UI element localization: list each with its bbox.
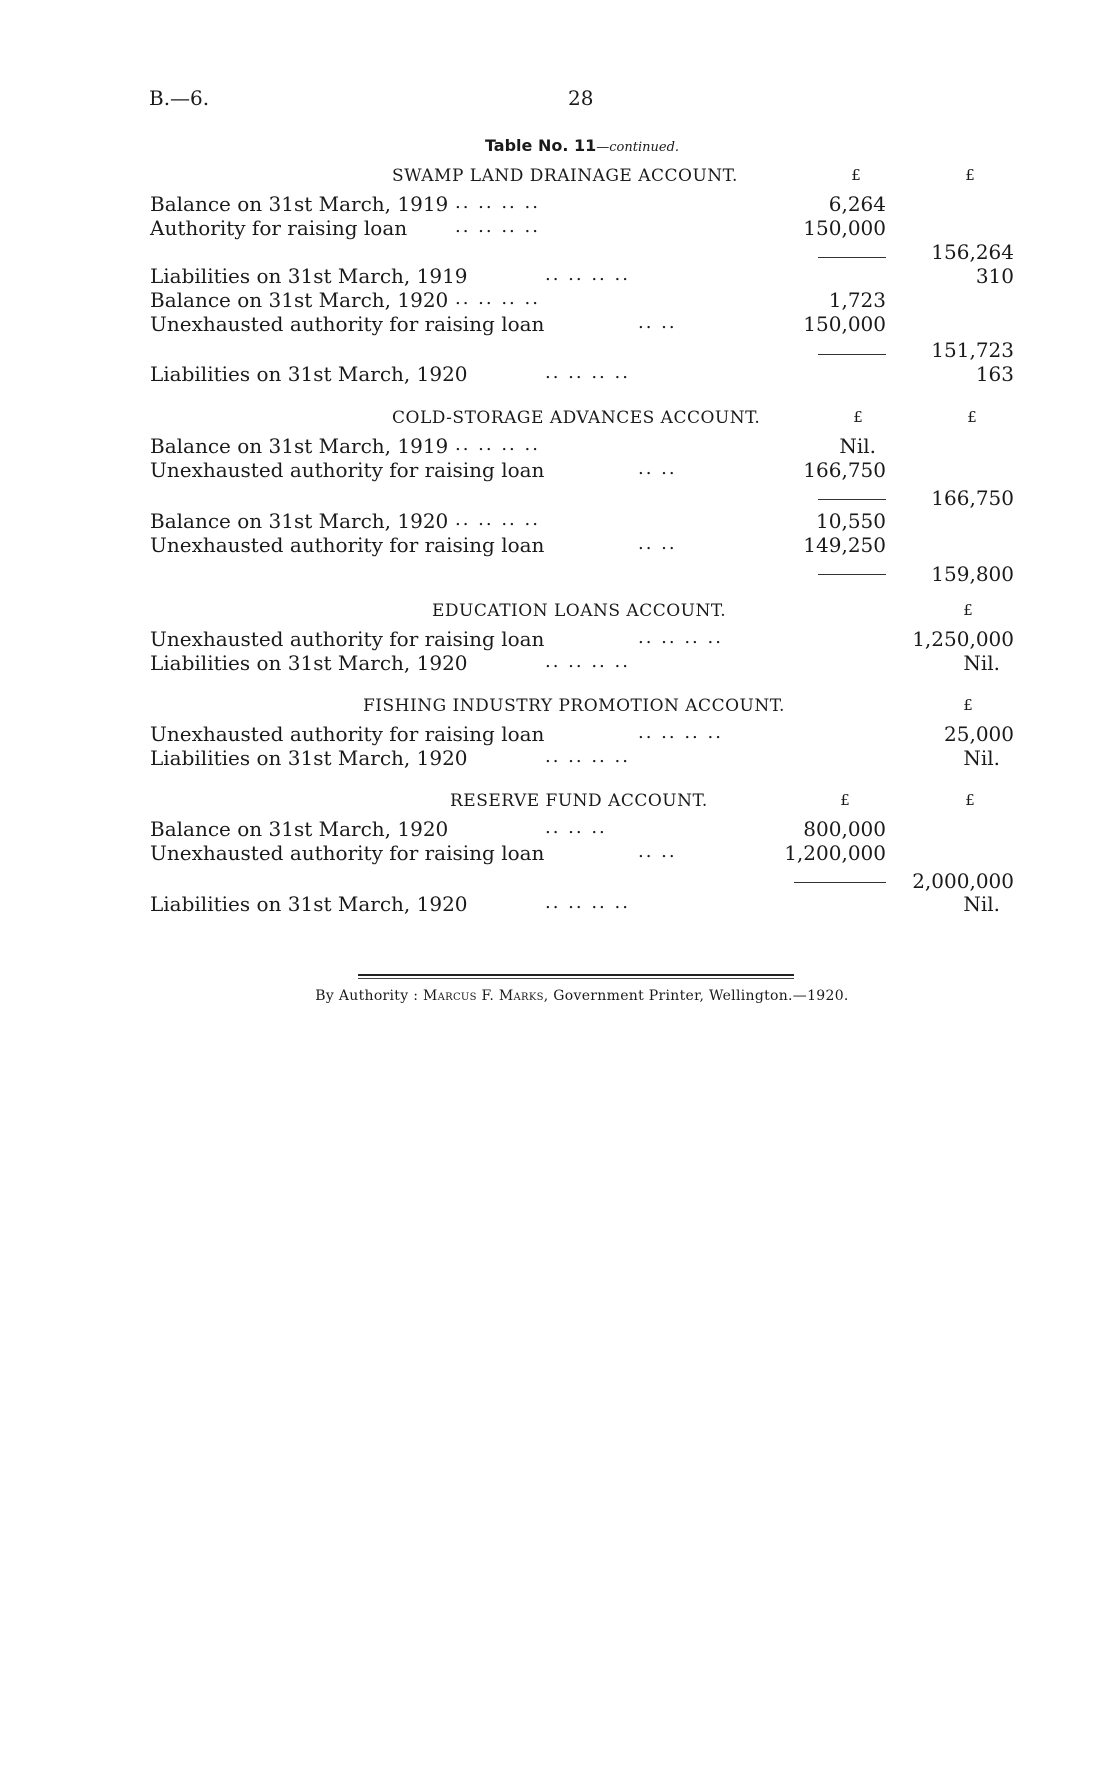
document-reference: B.—6. bbox=[149, 86, 210, 110]
imprint-printer-name: Marcus F. Marks bbox=[422, 988, 544, 1004]
leader-dots: .. .. .. .. bbox=[545, 651, 630, 672]
leader-dots: .. .. .. .. bbox=[545, 362, 630, 383]
table-row bbox=[0, 458, 1114, 483]
row-label: Balance on 31st March, 1920 bbox=[150, 817, 449, 841]
total-cell: 166,750 bbox=[931, 486, 1014, 510]
imprint-prefix: By Authority : bbox=[315, 988, 419, 1004]
amount-cell: 10,550 bbox=[816, 509, 886, 533]
table-row bbox=[0, 288, 1114, 313]
page-number: 28 bbox=[568, 86, 594, 110]
total-cell: Nil. bbox=[963, 892, 1000, 916]
row-label: Authority for raising loan bbox=[150, 216, 408, 240]
table-row bbox=[0, 312, 1114, 337]
table-row bbox=[0, 746, 1114, 771]
row-label: Unexhausted authority for raising loan bbox=[150, 841, 545, 865]
amount-cell: 1,200,000 bbox=[784, 841, 886, 865]
row-label: Liabilities on 31st March, 1920 bbox=[150, 651, 468, 675]
row-label: Unexhausted authority for raising loan bbox=[150, 627, 545, 651]
table-row bbox=[0, 362, 1114, 387]
section-header bbox=[0, 791, 1114, 815]
row-label: Balance on 31st March, 1919 bbox=[150, 434, 449, 458]
table-row bbox=[0, 192, 1114, 217]
total-cell: 310 bbox=[975, 264, 1014, 288]
pound-sign-col1: £ bbox=[840, 791, 850, 809]
table-title-text: Table No. 11 bbox=[484, 136, 597, 155]
leader-dots: .. .. .. .. bbox=[455, 192, 540, 213]
pound-sign-col2: £ bbox=[965, 166, 975, 184]
leader-dots: .. .. .. .. bbox=[455, 216, 540, 237]
table-row bbox=[0, 651, 1114, 676]
row-label: Unexhausted authority for raising loan bbox=[150, 458, 545, 482]
leader-dots: .. .. .. .. bbox=[638, 722, 723, 743]
table-row bbox=[0, 841, 1114, 866]
section-header bbox=[0, 601, 1114, 625]
row-label: Liabilities on 31st March, 1920 bbox=[150, 362, 468, 386]
amount-cell: 166,750 bbox=[803, 458, 886, 482]
row-label: Balance on 31st March, 1920 bbox=[150, 509, 449, 533]
table-row bbox=[0, 338, 1114, 363]
section-header bbox=[0, 408, 1114, 432]
pound-sign-col2: £ bbox=[963, 696, 973, 714]
table-title-suffix: —continued. bbox=[596, 140, 680, 155]
total-cell: 159,800 bbox=[931, 562, 1014, 586]
table-row bbox=[0, 722, 1114, 747]
table-row bbox=[0, 486, 1114, 511]
imprint-suffix: , Government Printer, Wellington.—1920. bbox=[543, 988, 849, 1004]
section-title: FISHING INDUSTRY PROMOTION ACCOUNT. bbox=[363, 696, 785, 716]
pound-sign-col1: £ bbox=[853, 408, 863, 426]
leader-dots: .. .. bbox=[638, 533, 677, 554]
section-header bbox=[0, 696, 1114, 720]
table-title bbox=[0, 136, 1114, 155]
row-label: Liabilities on 31st March, 1920 bbox=[150, 746, 468, 770]
pound-sign-col1: £ bbox=[851, 166, 861, 184]
table-row bbox=[0, 216, 1114, 241]
total-cell: 156,264 bbox=[931, 240, 1014, 264]
table-row bbox=[0, 817, 1114, 842]
row-label: Balance on 31st March, 1919 bbox=[150, 192, 449, 216]
pound-sign-col2: £ bbox=[963, 601, 973, 619]
table-row bbox=[0, 434, 1114, 459]
row-label: Unexhausted authority for raising loan bbox=[150, 312, 545, 336]
leader-dots: .. .. bbox=[638, 841, 677, 862]
leader-dots: .. .. .. .. bbox=[455, 509, 540, 530]
section-title: COLD-STORAGE ADVANCES ACCOUNT. bbox=[392, 408, 761, 428]
table-row bbox=[0, 892, 1114, 917]
footer-rule bbox=[358, 974, 794, 976]
amount-cell: 149,250 bbox=[803, 533, 886, 557]
amount-cell: 6,264 bbox=[828, 192, 886, 216]
total-cell: 151,723 bbox=[931, 338, 1014, 362]
amount-cell: 1,723 bbox=[828, 288, 886, 312]
amount-cell: 800,000 bbox=[803, 817, 886, 841]
footer-rule-thin bbox=[358, 978, 794, 979]
section-title: RESERVE FUND ACCOUNT. bbox=[450, 791, 708, 811]
row-label: Balance on 31st March, 1920 bbox=[150, 288, 449, 312]
row-label: Unexhausted authority for raising loan bbox=[150, 722, 545, 746]
table-row bbox=[0, 264, 1114, 289]
amount-cell: 150,000 bbox=[803, 216, 886, 240]
table-row bbox=[0, 533, 1114, 558]
leader-dots: .. .. bbox=[638, 458, 677, 479]
leader-dots: .. .. .. .. bbox=[545, 746, 630, 767]
row-label: Unexhausted authority for raising loan bbox=[150, 533, 545, 557]
pound-sign-col2: £ bbox=[967, 408, 977, 426]
leader-dots: .. .. .. .. bbox=[455, 434, 540, 455]
leader-dots: .. .. .. .. bbox=[455, 288, 540, 309]
amount-cell: 150,000 bbox=[803, 312, 886, 336]
leader-dots: .. .. bbox=[638, 312, 677, 333]
section-title: SWAMP LAND DRAINAGE ACCOUNT. bbox=[392, 166, 738, 186]
section-title: EDUCATION LOANS ACCOUNT. bbox=[432, 601, 727, 621]
row-label: Liabilities on 31st March, 1919 bbox=[150, 264, 468, 288]
table-row bbox=[0, 627, 1114, 652]
table-row bbox=[0, 869, 1114, 894]
total-cell: Nil. bbox=[963, 651, 1000, 675]
section-header bbox=[0, 166, 1114, 190]
table-row bbox=[0, 509, 1114, 534]
amount-cell: Nil. bbox=[839, 434, 876, 458]
pound-sign-col2: £ bbox=[965, 791, 975, 809]
leader-dots: .. .. .. .. bbox=[545, 892, 630, 913]
printer-imprint bbox=[0, 988, 1114, 1004]
total-cell: 1,250,000 bbox=[912, 627, 1014, 651]
row-label: Liabilities on 31st March, 1920 bbox=[150, 892, 468, 916]
total-cell: Nil. bbox=[963, 746, 1000, 770]
table-row bbox=[0, 562, 1114, 587]
table-row bbox=[0, 240, 1114, 265]
leader-dots: .. .. .. bbox=[545, 817, 607, 838]
total-cell: 2,000,000 bbox=[912, 869, 1014, 893]
leader-dots: .. .. .. .. bbox=[638, 627, 723, 648]
total-cell: 25,000 bbox=[944, 722, 1014, 746]
total-cell: 163 bbox=[975, 362, 1014, 386]
leader-dots: .. .. .. .. bbox=[545, 264, 630, 285]
